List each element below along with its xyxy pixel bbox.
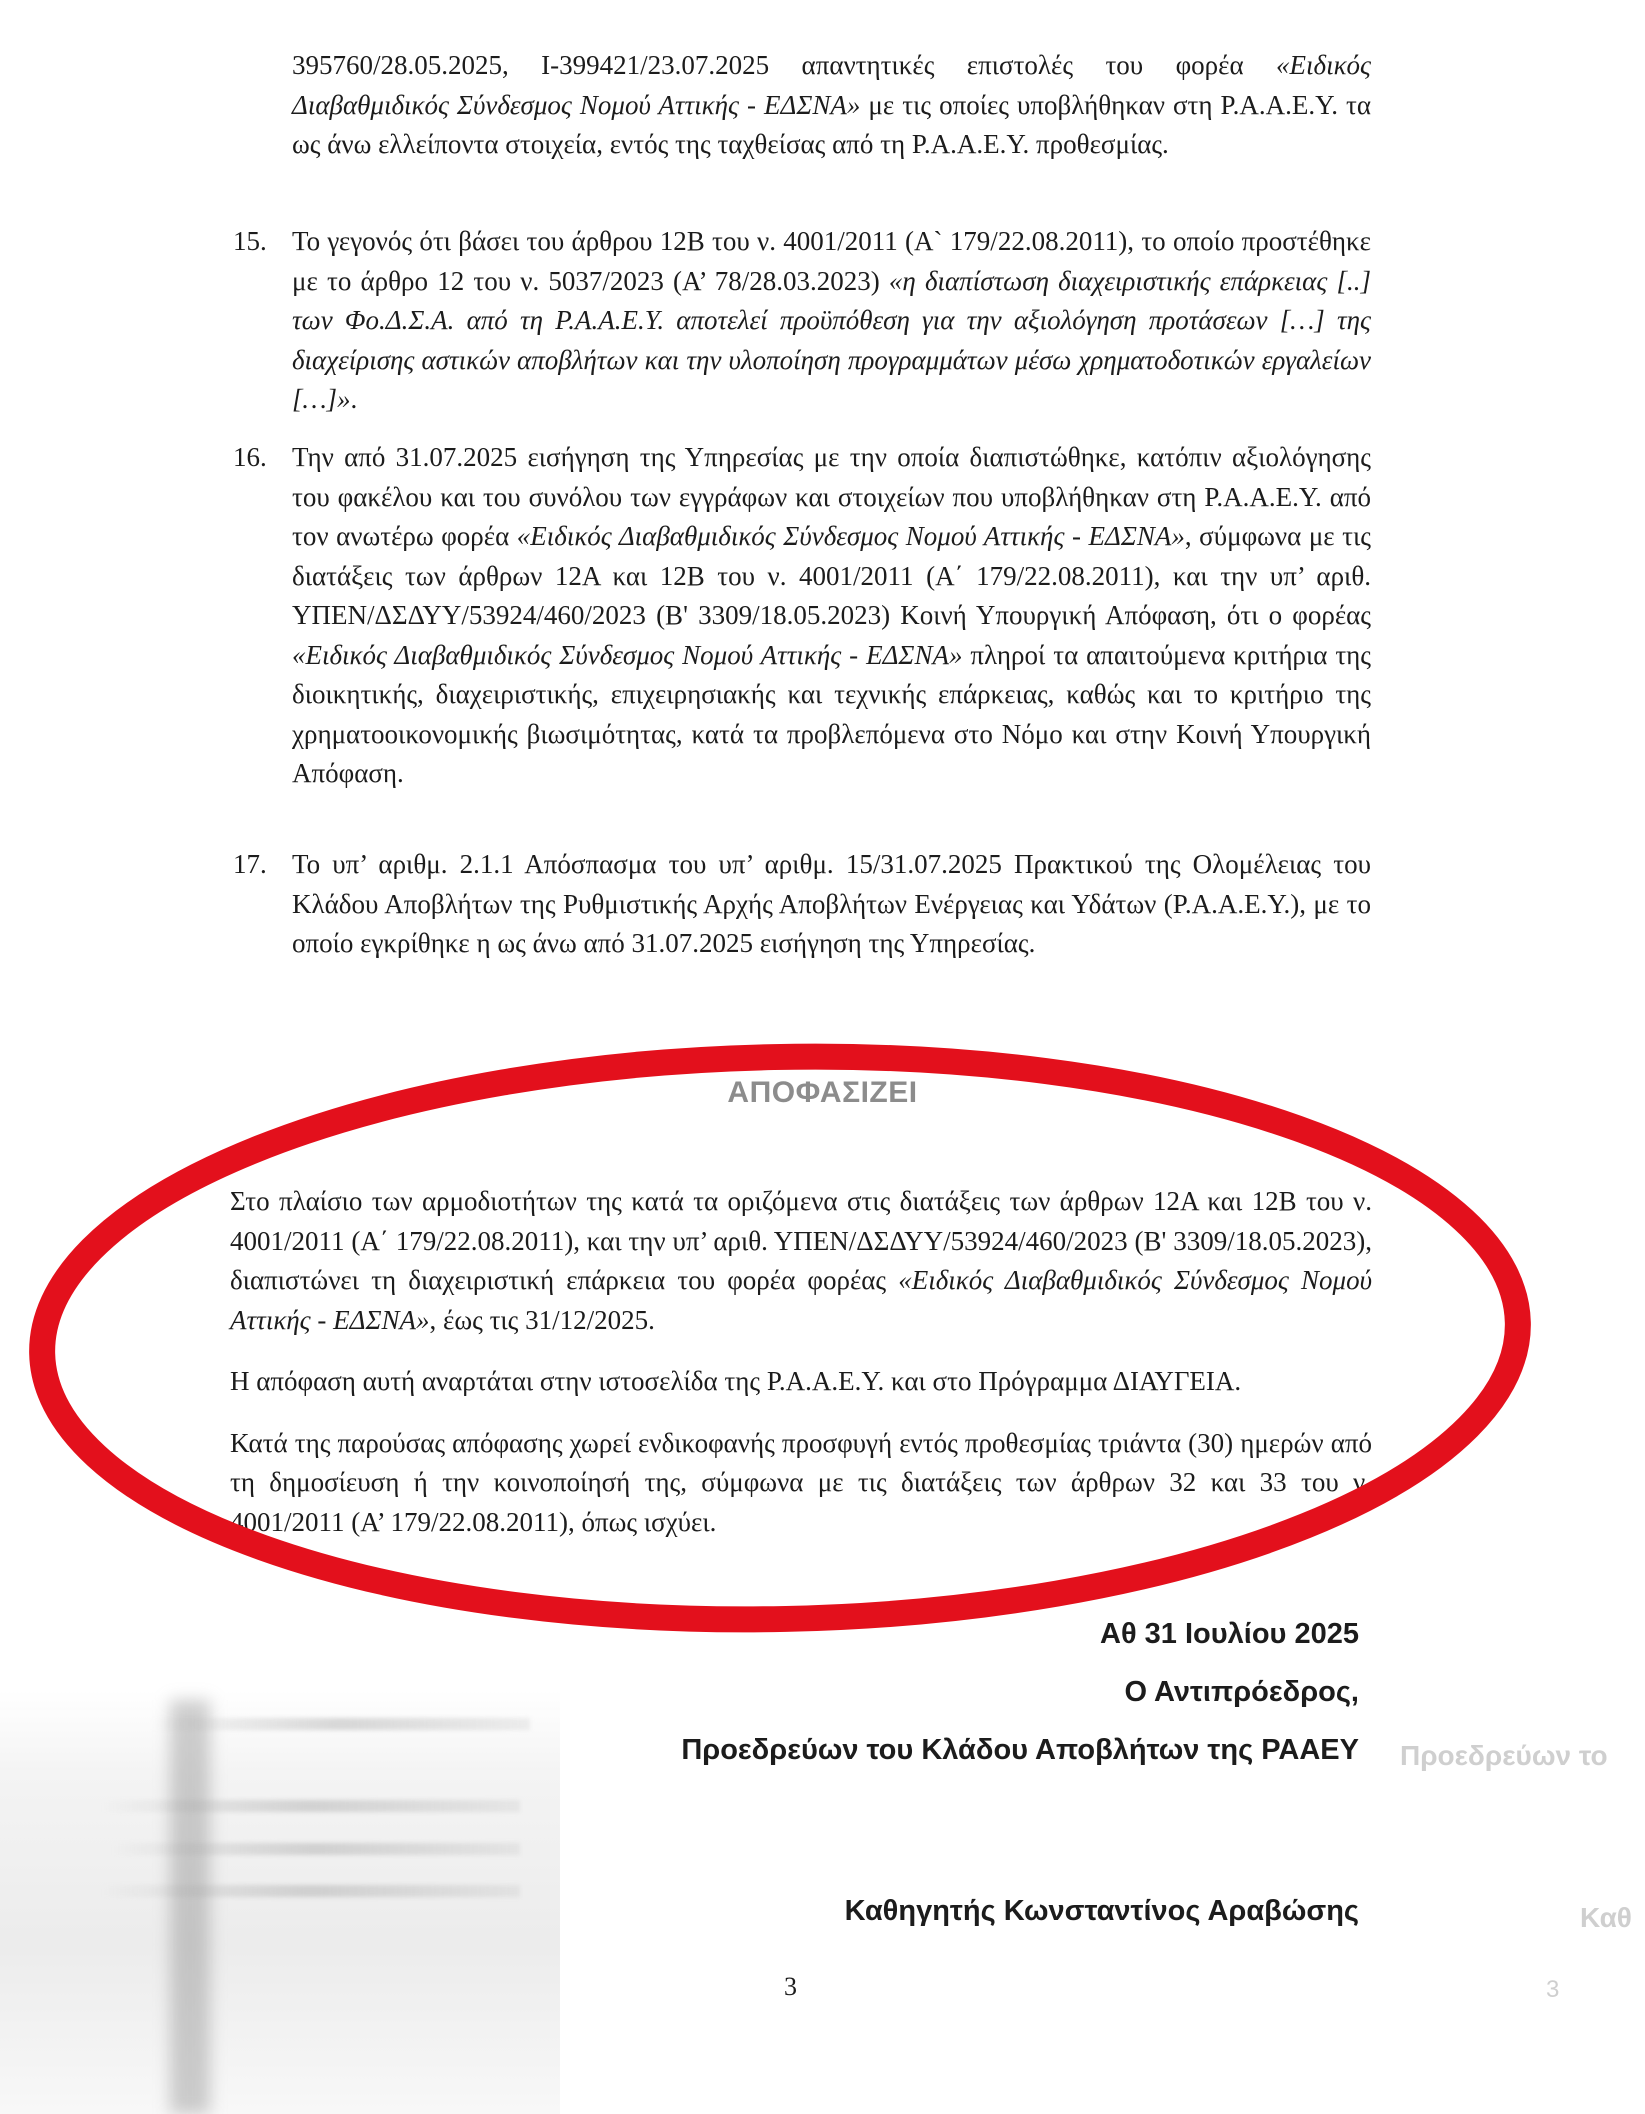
- italic-run: «Ειδικός Διαβαθμιδικός Σύνδεσμος Νομού Αττικής - ΕΔΣΝΑ»: [516, 521, 1185, 551]
- text-run: με τις οποίες υποβλήθηκαν στη Ρ.Α.Α.Ε.Υ. τα ως άνω ελλείποντα στοιχεία, εντός της ταχθείσας από τη Ρ.Α.Α.Ε.Υ. προθεσμίας.: [292, 89, 1371, 159]
- text-run: 395760/28.05.2025, I-399421/23.07.2025 απαντητικές επιστολές του φορέα: [292, 50, 1277, 80]
- text-run: πληροί τα απαιτούμενα κριτήρια της διοικητικής, διαχειριστικής, επιχειρησιακής και τεχνικής επάρκειας, καθώς και το κριτήριο της χρηματοοικονομικής βιωσιμότητας, κατά τα προβλεπόμενα στο Νόμο και στην Κοινή Υπουργική Απόφαση.: [292, 639, 1371, 788]
- item-number: 15.: [233, 226, 267, 256]
- decision-heading: ΑΠΟΦΑΣΙΖΕΙ: [727, 1076, 918, 1109]
- item-number: 17.: [233, 849, 267, 879]
- text-run: Το γεγονός ότι βάσει του άρθρου 12Β του ν. 4001/2011 (Α` 179/22.08.2011), το οποίο προστέθηκε με το άρθρο 12 του ν. 5037/2023 (Α’ 78/28.03.2023): [292, 226, 1371, 296]
- text-run: Το υπ’ αριθμ. 2.1.1 Απόσπασμα του υπ’ αριθμ. 15/31.07.2025 Πρακτικού της Ολομέλειας του Κλάδου Αποβλήτων της Ρυθμιστικής Αρχής Αποβλήτων Ενέργειας και Υδάτων (Ρ.Α.Α.Ε.Υ.), με το οποίο εγκρίθηκε η ως άνω από 31.07.2025 εισήγηση της Υπηρεσίας.: [292, 849, 1371, 958]
- signature-name: Καθηγητής Κωνσταντίνος Αραβώσης: [844, 1895, 1359, 1927]
- ghost-page-number: 3: [1546, 1976, 1560, 2003]
- italic-run: «Ειδικός Διαβαθμιδικός Σύνδεσμος Νομού Αττικής - ΕΔΣΝΑ»: [292, 50, 1371, 120]
- italic-run: «Ειδικός Διαβαθμιδικός Σύνδεσμος Νομού Αττικής - ΕΔΣΝΑ»: [230, 1265, 1372, 1335]
- page-number: 3: [784, 1972, 797, 2001]
- ghost-title-text: Προεδρεύων το: [1400, 1740, 1608, 1771]
- text-run: Την από 31.07.2025 εισήγηση της Υπηρεσίας με την οποία διαπιστώθηκε, κατόπιν αξιολόγησης του φακέλου και του συνόλου των εγγράφων και στοιχείων που υποβλήθηκαν στη Ρ.Α.Α.Ε.Υ. από τον ανωτέρω φορέα: [292, 442, 1371, 551]
- decision-paragraph-2: Η απόφαση αυτή αναρτάται στην ιστοσελίδα της Ρ.Α.Α.Ε.Υ. και στο Πρόγραμμα ΔΙΑΥΓΕΙΑ.: [230, 1366, 1242, 1396]
- decision-paragraph-3: Κατά της παρούσας απόφασης χωρεί ενδικοφανής προσφυγή εντός προθεσμίας τριάντα (30) ημερών από τη δημοσίευση ή την κοινοποίησή της, σύμφωνα με τις διατάξεις των άρθρων 32 και 33 του ν. 4001/2011 (Α’ 179/22.08.2011), όπως ισχύει.: [230, 1427, 1372, 1537]
- text-run: .: [350, 384, 358, 414]
- italic-run: «η διαπίστωση διαχειριστικής επάρκειας [..] των Φο.Δ.Σ.Α. από τη Ρ.Α.Α.Ε.Υ. αποτελεί προϋπόθεση για την αξιολόγηση προτάσεων […] της διαχείρισης αστικών αποβλήτων και την υλοποίηση προγραμμάτων μέσω χρηματοδοτικών εργαλείων […]»: [292, 265, 1371, 414]
- text-run: , σύμφωνα με τις διατάξεις των άρθρων 12Α και 12Β του ν. 4001/2011 (Α΄ 179/22.08.2011), και την υπ’ αριθ. ΥΠΕΝ/ΔΣΔΥΥ/53924/460/2023 (Β' 3309/18.05.2023) Κοινή Υπουργική Απόφαση, ότι ο φορέας: [292, 521, 1371, 630]
- text-run: Στο πλαίσιο των αρμοδιοτήτων της κατά τα οριζόμενα στις διατάξεις των άρθρων 12Α και 12Β του ν. 4001/2011 (Α΄ 179/22.08.2011), και την υπ’ αριθ. ΥΠΕΝ/ΔΣΔΥΥ/53924/460/2023 (Β' 3309/18.05.2023), διαπιστώνει τη διαχειριστική επάρκεια του φορέα φορέας: [230, 1186, 1372, 1295]
- ghost-name-text: Καθ: [1580, 1902, 1632, 1933]
- italic-run: «Ειδικός Διαβαθμιδικός Σύνδεσμος Νομού Αττικής - ΕΔΣΝΑ»: [292, 639, 963, 670]
- signature-role: Ο Αντιπρόεδρος,: [1124, 1676, 1359, 1708]
- item-number: 16.: [233, 442, 267, 472]
- text-run: , έως τις 31/12/2025.: [429, 1304, 655, 1335]
- signature-title: Προεδρεύων του Κλάδου Αποβλήτων της ΡΑΑΕΥ: [681, 1734, 1359, 1766]
- signature-date: Αθ 31 Ιουλίου 2025: [1100, 1618, 1359, 1650]
